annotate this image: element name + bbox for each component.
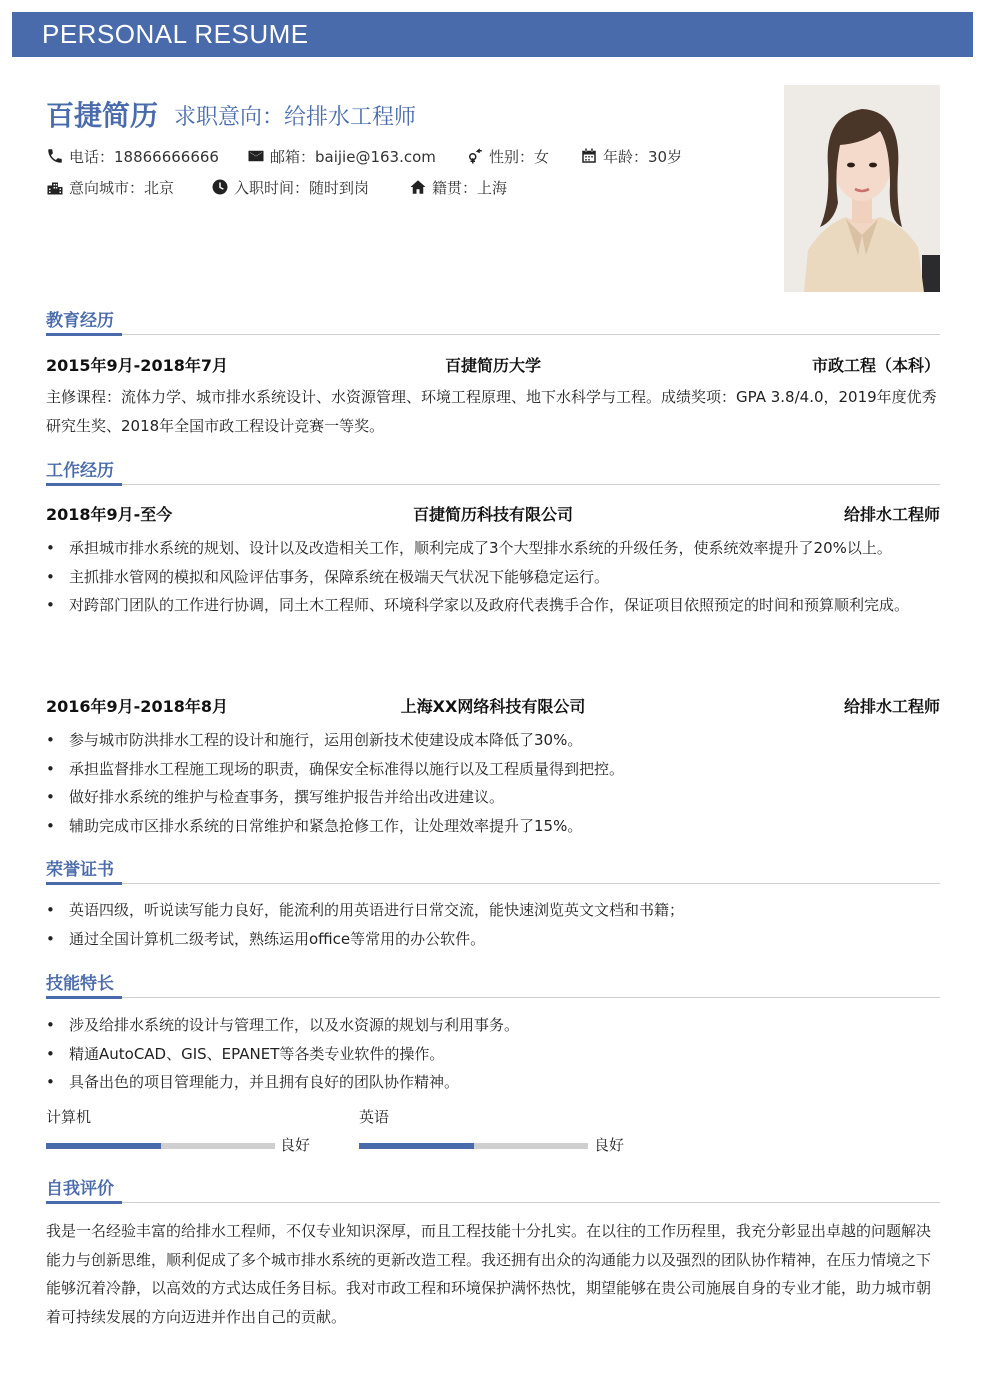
list-item: • 主抓排水管网的模拟和风险评估事务，保障系统在极端天气状况下能够稳定运行。 <box>46 563 940 592</box>
candidate-name: 百捷简历 <box>46 99 159 132</box>
education-underline <box>46 333 122 336</box>
self-divider <box>46 1202 940 1203</box>
city-text: 意向城市：北京 <box>69 178 175 197</box>
skills-section-title: 技能特长 <box>46 974 114 994</box>
education-divider <box>46 334 940 335</box>
job-1-period: 2018年9月-至今 <box>46 505 173 524</box>
list-item: • 参与城市防洪排水工程的设计和施行，运用创新技术使建设成本降低了30%。 <box>46 726 940 755</box>
calendar-icon <box>580 147 598 165</box>
start-text: 入职时间：随时到岗 <box>234 178 370 197</box>
list-item: • 涉及给排水系统的设计与管理工作，以及水资源的规划与利用事务。 <box>46 1011 940 1040</box>
hometown-text: 籍贯：上海 <box>432 178 508 197</box>
education-section-title: 教育经历 <box>46 311 114 331</box>
skill-2-level: 良好 <box>594 1136 625 1154</box>
self-underline <box>46 1201 122 1204</box>
job-1-company: 百捷简历科技有限公司 <box>412 505 573 524</box>
gender-icon <box>466 147 484 165</box>
job-2-period: 2016年9月-2018年8月 <box>46 697 228 716</box>
age-info <box>580 145 682 167</box>
list-item: • 对跨部门团队的工作进行协调，同土木工程师、环境科学家以及政府代表携手合作，保证项目依照预定的时间和预算顺利完成。 <box>46 591 940 620</box>
phone-text: 电话：18866666666 <box>69 147 219 166</box>
education-header-row <box>46 353 940 375</box>
list-item: • 具备出色的项目管理能力，并且拥有良好的团队协作精神。 <box>46 1068 940 1097</box>
gender-text: 性别：女 <box>489 147 550 166</box>
contact-row-2 <box>46 176 746 198</box>
clock-icon <box>211 178 229 196</box>
hometown-info <box>409 176 507 198</box>
honors-divider <box>46 883 940 884</box>
resume-banner <box>12 12 973 57</box>
work-underline <box>46 483 122 486</box>
self-section-title: 自我评价 <box>46 1179 114 1199</box>
portrait-image <box>784 85 940 292</box>
skill-1-bar-fill <box>46 1143 161 1149</box>
honors-underline <box>46 882 122 885</box>
job-2-role: 给排水工程师 <box>843 697 940 716</box>
education-major: 市政工程（本科） <box>811 356 940 375</box>
contact-row-1 <box>46 145 746 167</box>
skills-underline <box>46 996 122 999</box>
work-divider <box>46 484 940 485</box>
list-item: • 做好排水系统的维护与检查事务，撰写维护报告并给出改进建议。 <box>46 783 940 812</box>
honors-section-title: 荣誉证书 <box>46 860 114 880</box>
skill-1-level: 良好 <box>280 1136 311 1154</box>
education-school: 百捷简历大学 <box>444 356 541 375</box>
phone-info <box>46 145 219 167</box>
list-item: • 承担城市排水系统的规划、设计以及改造相关工作，顺利完成了3个大型排水系统的升级任务，使系统效率提升了20%以上。 <box>46 534 940 563</box>
job-2-bullets <box>46 726 940 840</box>
skills-divider <box>46 997 940 998</box>
city-icon <box>46 178 64 196</box>
self-evaluation-text: 我是一名经验丰富的给排水工程师，不仅专业知识深厚，而且工程技能十分扎实。在以往的工作历程里，我充分彰显出卓越的问题解决能力与创新思维，顺利促成了多个城市排水系统的更新改造工程。我还拥有出众的沟通能力以及强烈的团队协作精神，在压力情境之下能够沉着冷静，以高效的方式达成任务目标。我对市政工程和环境保护满怀热忱，期望能够在贵公司施展自身的专业才能，助力城市朝着可持续发展的方向迈进并作出自己的贡献。 <box>46 1222 932 1326</box>
job-1-bullets <box>46 534 940 620</box>
skill-1-bar <box>46 1143 275 1149</box>
list-item: • 承担监督排水工程施工现场的职责，确保安全标准得以施行以及工程质量得到把控。 <box>46 755 940 784</box>
list-item: • 精通AutoCAD、GIS、EPANET等各类专业软件的操作。 <box>46 1040 940 1069</box>
job-2-header-row <box>46 694 940 716</box>
honors-bullets <box>46 896 940 953</box>
phone-icon <box>46 147 64 165</box>
gender-info <box>466 145 549 167</box>
list-item: • 英语四级，听说读写能力良好，能流利的用英语进行日常交流，能快速浏览英文文档和书籍； <box>46 896 940 925</box>
skill-2-name: 英语 <box>359 1108 390 1126</box>
home-icon <box>409 178 427 196</box>
list-item: • 通过全国计算机二级考试，熟练运用office等常用的办公软件。 <box>46 925 940 954</box>
job-2-company: 上海XX网络科技有限公司 <box>400 697 586 716</box>
skill-2-bar-fill <box>359 1143 474 1149</box>
skill-1-name: 计算机 <box>46 1108 92 1126</box>
skills-bullets <box>46 1011 940 1097</box>
profile-photo <box>784 85 940 292</box>
banner-title: PERSONAL RESUME <box>42 19 309 49</box>
start-info <box>211 176 369 198</box>
age-text: 年龄：30岁 <box>603 147 683 166</box>
list-item: • 辅助完成市区排水系统的日常维护和紧急抢修工作，让处理效率提升了15%。 <box>46 812 940 841</box>
email-text: 邮箱：baijie@163.com <box>270 147 436 166</box>
job-intent: 求职意向：给排水工程师 <box>174 105 417 130</box>
city-info <box>46 176 174 198</box>
job-1-header-row <box>46 502 940 524</box>
education-description: 主修课程：流体力学、城市排水系统设计、水资源管理、环境工程原理、地下水科学与工程。成绩奖项：GPA 3.8/4.0，2019年度优秀研究生奖、2018年全国市政工程设计竞赛一等奖。 <box>46 388 937 435</box>
job-1-role: 给排水工程师 <box>843 505 940 524</box>
skill-2-bar <box>359 1143 588 1149</box>
mail-icon <box>247 147 265 165</box>
education-period: 2015年9月-2018年7月 <box>46 356 228 375</box>
work-section-title: 工作经历 <box>46 461 114 481</box>
email-info <box>247 145 436 167</box>
